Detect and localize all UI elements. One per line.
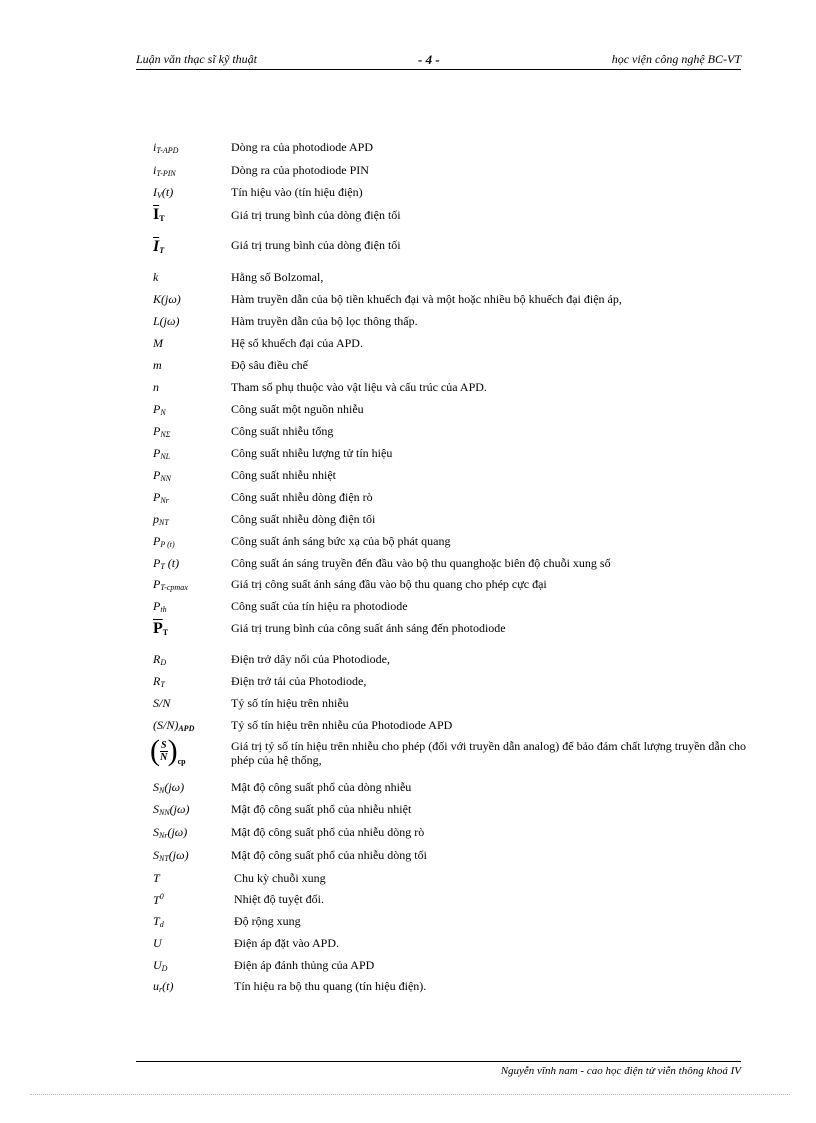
symbol-description: Giá trị công suất ánh sáng đầu vào bộ thu quang cho phép cực đại — [231, 577, 547, 591]
symbol: $P_{T-cpmax}$ — [153, 577, 188, 592]
symbol-description: Điện trở tải của Photodiode, — [231, 674, 367, 688]
symbol-description: Công suất nhiễu nhiệt — [231, 468, 336, 482]
symbol-description: Giá trị tỷ số tín hiệu trên nhiễu cho phép (đối với truyền dẫn analog) để bảo đảm chất lượng truyền dẫn cho phép của hệ thống, — [231, 739, 747, 767]
symbol-description: Mật độ công suất phổ của nhiễu dòng tối — [231, 848, 427, 862]
symbol: T — [153, 871, 160, 885]
symbol-description: Hệ số khuếch đại của APD. — [231, 336, 363, 350]
symbol: $P_T$ (t) — [153, 556, 180, 571]
symbol: $\overline{P}_T$ — [153, 620, 169, 637]
symbol-description: Công suất một nguồn nhiễu — [231, 402, 364, 416]
symbol: U — [153, 936, 162, 950]
symbol-description: Tín hiệu vào (tín hiệu điện) — [231, 185, 363, 199]
symbol-description: Tín hiệu ra bộ thu quang (tín hiệu điện). — [234, 979, 427, 993]
symbol-description: Điện trở dây nối của Photodiode, — [231, 652, 390, 666]
header-left: Luận văn thạc sĩ kỹ thuật — [136, 52, 257, 66]
header-right: học viện công nghệ BC-VT — [611, 52, 741, 66]
symbol: $\overline{I}_T$ — [153, 238, 165, 255]
symbol: ( S N ) cp — [150, 734, 186, 767]
symbol: $U_D$ — [153, 958, 168, 973]
symbol: $p_{NT}$ — [153, 512, 169, 527]
symbol: $S_N(j\omega)$ — [153, 780, 185, 795]
symbol: $S_{NT}(j\omega)$ — [153, 848, 189, 863]
symbol-description: Công suất nhiễu dòng điện rò — [231, 490, 373, 504]
symbol-description: Giá trị trung bình của dòng điện tối — [231, 208, 401, 222]
symbol: n — [153, 380, 159, 394]
symbol-description: Tham số phụ thuộc vào vật liệu và cấu trúc của APD. — [231, 380, 487, 394]
symbol: $S_{NN}(j\omega)$ — [153, 802, 190, 817]
symbol: $u_r(t)$ — [153, 979, 174, 994]
symbol-description: Nhiệt độ tuyệt đối. — [234, 892, 324, 906]
symbol: $P_{NL}$ — [153, 446, 171, 461]
page-number: - 4 - — [418, 52, 440, 67]
symbol: $P_{P (t)}$ — [153, 534, 175, 549]
symbol: $R_T$ — [153, 674, 165, 689]
symbol-description: Dòng ra của photodiode PIN — [231, 163, 369, 177]
symbol: L(jω) — [153, 314, 180, 328]
symbol-description: Công suất nhiễu tổng — [231, 424, 334, 438]
symbol-description: Tỷ số tín hiệu trên nhiễu của Photodiode APD — [231, 718, 453, 732]
symbol: $\overline{I}_T$ — [153, 206, 165, 223]
page-footer: Nguyễn vĩnh nam - cao học điện tử viễn thông khoá IV — [500, 1065, 741, 1077]
symbol-description: Mật độ công suất phổ của nhiễu nhiệt — [231, 802, 412, 816]
page-header — [136, 52, 741, 70]
symbol-description: Hằng số Bolzomal, — [231, 270, 324, 284]
symbol: $R_D$ — [153, 652, 167, 667]
symbol: S/N — [153, 696, 171, 710]
page-bottom-border — [30, 1094, 790, 1095]
symbol-description: Giá trị trung bình của dòng điện tối — [231, 238, 401, 252]
symbol-description: Độ rộng xung — [234, 914, 301, 928]
symbol-description: Công suất nhiễu lượng tử tín hiệu — [231, 446, 393, 460]
symbol-description: Dòng ra của photodiode APD — [231, 140, 373, 154]
symbol: $(S/N)_{APD}$ — [153, 718, 195, 733]
symbol: k — [153, 270, 159, 284]
footer-divider — [136, 1061, 741, 1062]
symbol: $S_{Nr}(j\omega)$ — [153, 825, 188, 840]
symbol: $P_{NN}$ — [153, 468, 172, 483]
symbol-description: Mật độ công suất phổ của nhiễu dòng rò — [231, 825, 425, 839]
symbol-description: Hàm truyền dẫn của bộ lọc thông thấp. — [231, 314, 418, 328]
symbol: $P_{th}$ — [153, 599, 167, 614]
symbol: $T^0$ — [153, 892, 164, 907]
symbol-description: Công suất của tín hiệu ra photodiode — [231, 599, 408, 613]
symbol: M — [153, 336, 163, 350]
symbol: m — [153, 358, 162, 372]
symbol-description: Mật độ công suất phổ của dòng nhiễu — [231, 780, 412, 794]
symbol-description: Điện áp đặt vào APD. — [234, 936, 339, 950]
symbol: K(jω) — [153, 292, 181, 306]
symbol: $I_V(t)$ — [153, 185, 174, 200]
symbol-description: Hàm truyền dẫn của bộ tiền khuếch đại và một hoặc nhiều bộ khuếch đại điện áp, — [231, 292, 622, 306]
symbol: $P_N$ — [153, 402, 166, 417]
symbol-description: Công suất nhiễu dòng điện tối — [231, 512, 376, 526]
symbol-description: Điện áp đánh thủng của APD — [234, 958, 375, 972]
symbol: $P_{N\Sigma}$ — [153, 424, 171, 439]
symbol: $i_{T-APD}$ — [153, 140, 179, 155]
symbol: $P_{Nr}$ — [153, 490, 169, 505]
symbol-description: Tỷ số tín hiệu trên nhiễu — [231, 696, 349, 710]
symbol-description: Công suất ánh sáng bức xạ của bộ phát quang — [231, 534, 451, 548]
symbol-description: Chu kỳ chuỗi xung — [234, 871, 326, 885]
symbol-description: Giá trị trung bình của công suất ánh sáng đến photodiode — [231, 621, 506, 635]
symbol: $i_{T-PIN}$ — [153, 163, 176, 178]
symbol-description: Công suất án sáng truyền đến đầu vào bộ thu quanghoặc biên độ chuỗi xung số — [231, 556, 611, 570]
symbol: $T_d$ — [153, 914, 164, 929]
symbol-description: Độ sâu điều chế — [231, 358, 308, 372]
